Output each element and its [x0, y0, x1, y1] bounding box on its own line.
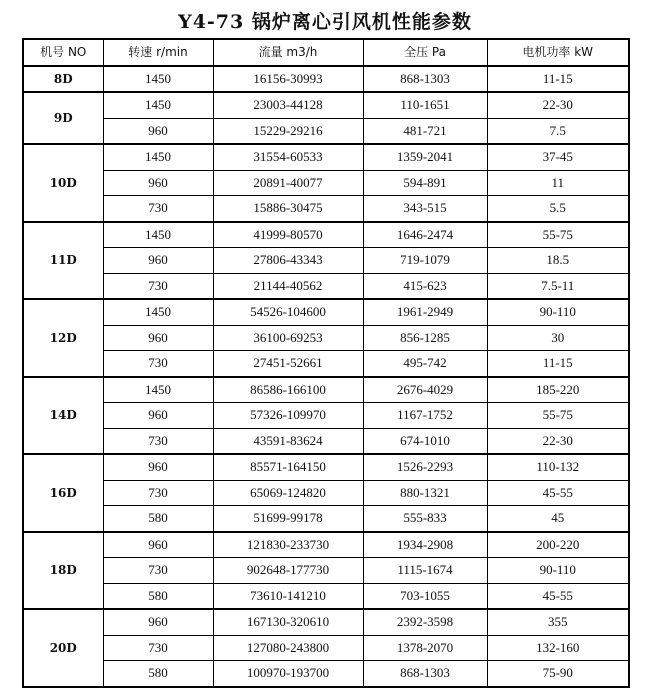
- model-cell: 18D: [23, 532, 103, 610]
- speed-cell: 1450: [103, 66, 213, 93]
- table-row: [23, 196, 629, 222]
- pressure-cell: 343-515: [363, 196, 487, 222]
- table-row: [23, 66, 629, 93]
- pressure-cell: 719-1079: [363, 248, 487, 274]
- flow-cell: 21144-40562: [213, 273, 363, 299]
- table-row: [23, 299, 629, 325]
- pressure-cell: 880-1321: [363, 480, 487, 506]
- pressure-cell: 1359-2041: [363, 144, 487, 170]
- flow-cell: 57326-109970: [213, 403, 363, 429]
- table-row: [23, 609, 629, 635]
- speed-cell: 580: [103, 583, 213, 609]
- model-cell: 12D: [23, 299, 103, 377]
- header-pressure: 全压 Pa: [363, 39, 487, 66]
- flow-cell: 15229-29216: [213, 118, 363, 144]
- flow-cell: 20891-40077: [213, 170, 363, 196]
- pressure-cell: 674-1010: [363, 428, 487, 454]
- pressure-cell: 703-1055: [363, 583, 487, 609]
- flow-cell: 41999-80570: [213, 222, 363, 248]
- flow-cell: 15886-30475: [213, 196, 363, 222]
- power-cell: 45-55: [487, 583, 629, 609]
- speed-cell: 1450: [103, 222, 213, 248]
- model-group: [23, 532, 629, 610]
- table-row: [23, 170, 629, 196]
- model-group: [23, 92, 629, 144]
- table-row: [23, 661, 629, 687]
- flow-cell: 54526-104600: [213, 299, 363, 325]
- power-cell: 11-15: [487, 66, 629, 93]
- speed-cell: 960: [103, 609, 213, 635]
- pressure-cell: 2676-4029: [363, 377, 487, 403]
- flow-cell: 127080-243800: [213, 635, 363, 661]
- table-row: [23, 92, 629, 118]
- flow-cell: 167130-320610: [213, 609, 363, 635]
- pressure-cell: 868-1303: [363, 66, 487, 93]
- power-cell: 7.5-11: [487, 273, 629, 299]
- speed-cell: 730: [103, 196, 213, 222]
- pressure-cell: 415-623: [363, 273, 487, 299]
- power-cell: 45: [487, 506, 629, 532]
- model-group: [23, 144, 629, 222]
- page-title: Y4-73 锅炉离心引风机性能参数: [178, 11, 472, 33]
- pressure-cell: 2392-3598: [363, 609, 487, 635]
- model-group: [23, 222, 629, 300]
- speed-cell: 960: [103, 248, 213, 274]
- table-row: [23, 118, 629, 144]
- pressure-cell: 1167-1752: [363, 403, 487, 429]
- pressure-cell: 868-1303: [363, 661, 487, 687]
- power-cell: 18.5: [487, 248, 629, 274]
- table-row: [23, 558, 629, 584]
- table-row: [23, 635, 629, 661]
- speed-cell: 730: [103, 558, 213, 584]
- flow-cell: 27806-43343: [213, 248, 363, 274]
- speed-cell: 960: [103, 170, 213, 196]
- table-row: [23, 532, 629, 558]
- header-model: 机号 NO: [23, 39, 103, 66]
- power-cell: 7.5: [487, 118, 629, 144]
- power-cell: 355: [487, 609, 629, 635]
- pressure-cell: 856-1285: [363, 325, 487, 351]
- speed-cell: 730: [103, 635, 213, 661]
- flow-cell: 43591-83624: [213, 428, 363, 454]
- table-row: [23, 583, 629, 609]
- flow-cell: 51699-99178: [213, 506, 363, 532]
- header-row: [23, 39, 629, 66]
- table-row: [23, 454, 629, 480]
- power-cell: 5.5: [487, 196, 629, 222]
- flow-cell: 85571-164150: [213, 454, 363, 480]
- power-cell: 22-30: [487, 428, 629, 454]
- power-cell: 22-30: [487, 92, 629, 118]
- table-row: [23, 222, 629, 248]
- power-cell: 200-220: [487, 532, 629, 558]
- table-header: [23, 39, 629, 66]
- model-cell: 14D: [23, 377, 103, 455]
- speed-cell: 730: [103, 428, 213, 454]
- flow-cell: 65069-124820: [213, 480, 363, 506]
- model-group: [23, 299, 629, 377]
- speed-cell: 580: [103, 661, 213, 687]
- table-row: [23, 325, 629, 351]
- pressure-cell: 594-891: [363, 170, 487, 196]
- speed-cell: 730: [103, 480, 213, 506]
- flow-cell: 121830-233730: [213, 532, 363, 558]
- pressure-cell: 555-833: [363, 506, 487, 532]
- power-cell: 132-160: [487, 635, 629, 661]
- pressure-cell: 495-742: [363, 351, 487, 377]
- pressure-cell: 1961-2949: [363, 299, 487, 325]
- speed-cell: 730: [103, 351, 213, 377]
- model-group: [23, 454, 629, 532]
- model-cell: 10D: [23, 144, 103, 222]
- pressure-cell: 1934-2908: [363, 532, 487, 558]
- flow-cell: 36100-69253: [213, 325, 363, 351]
- power-cell: 45-55: [487, 480, 629, 506]
- model-cell: 8D: [23, 66, 103, 93]
- pressure-cell: 1378-2070: [363, 635, 487, 661]
- pressure-cell: 1526-2293: [363, 454, 487, 480]
- table-row: [23, 273, 629, 299]
- header-speed: 转速 r/min: [103, 39, 213, 66]
- power-cell: 55-75: [487, 222, 629, 248]
- table-row: [23, 144, 629, 170]
- power-cell: 90-110: [487, 558, 629, 584]
- model-cell: 20D: [23, 609, 103, 687]
- table-row: [23, 403, 629, 429]
- pressure-cell: 110-1651: [363, 92, 487, 118]
- power-cell: 75-90: [487, 661, 629, 687]
- power-cell: 37-45: [487, 144, 629, 170]
- speed-cell: 960: [103, 325, 213, 351]
- fan-performance-table: [22, 38, 630, 688]
- power-cell: 110-132: [487, 454, 629, 480]
- model-group: [23, 609, 629, 687]
- pressure-cell: 1115-1674: [363, 558, 487, 584]
- pressure-cell: 481-721: [363, 118, 487, 144]
- table-row: [23, 248, 629, 274]
- power-cell: 30: [487, 325, 629, 351]
- model-cell: 9D: [23, 92, 103, 144]
- power-cell: 185-220: [487, 377, 629, 403]
- table-row: [23, 428, 629, 454]
- header-power: 电机功率 kW: [487, 39, 629, 66]
- model-cell: 11D: [23, 222, 103, 300]
- speed-cell: 1450: [103, 299, 213, 325]
- table-row: [23, 480, 629, 506]
- speed-cell: 1450: [103, 144, 213, 170]
- flow-cell: 100970-193700: [213, 661, 363, 687]
- flow-cell: 73610-141210: [213, 583, 363, 609]
- flow-cell: 27451-52661: [213, 351, 363, 377]
- flow-cell: 902648-177730: [213, 558, 363, 584]
- speed-cell: 730: [103, 273, 213, 299]
- speed-cell: 960: [103, 403, 213, 429]
- model-group: [23, 377, 629, 455]
- table-row: [23, 377, 629, 403]
- flow-cell: 86586-166100: [213, 377, 363, 403]
- power-cell: 55-75: [487, 403, 629, 429]
- power-cell: 11-15: [487, 351, 629, 377]
- power-cell: 90-110: [487, 299, 629, 325]
- flow-cell: 16156-30993: [213, 66, 363, 93]
- model-cell: 16D: [23, 454, 103, 532]
- speed-cell: 1450: [103, 377, 213, 403]
- header-flow: 流量 m3/h: [213, 39, 363, 66]
- speed-cell: 960: [103, 118, 213, 144]
- speed-cell: 580: [103, 506, 213, 532]
- flow-cell: 31554-60533: [213, 144, 363, 170]
- speed-cell: 1450: [103, 92, 213, 118]
- speed-cell: 960: [103, 532, 213, 558]
- power-cell: 11: [487, 170, 629, 196]
- model-group: [23, 66, 629, 93]
- table-row: [23, 506, 629, 532]
- speed-cell: 960: [103, 454, 213, 480]
- flow-cell: 23003-44128: [213, 92, 363, 118]
- pressure-cell: 1646-2474: [363, 222, 487, 248]
- table-row: [23, 351, 629, 377]
